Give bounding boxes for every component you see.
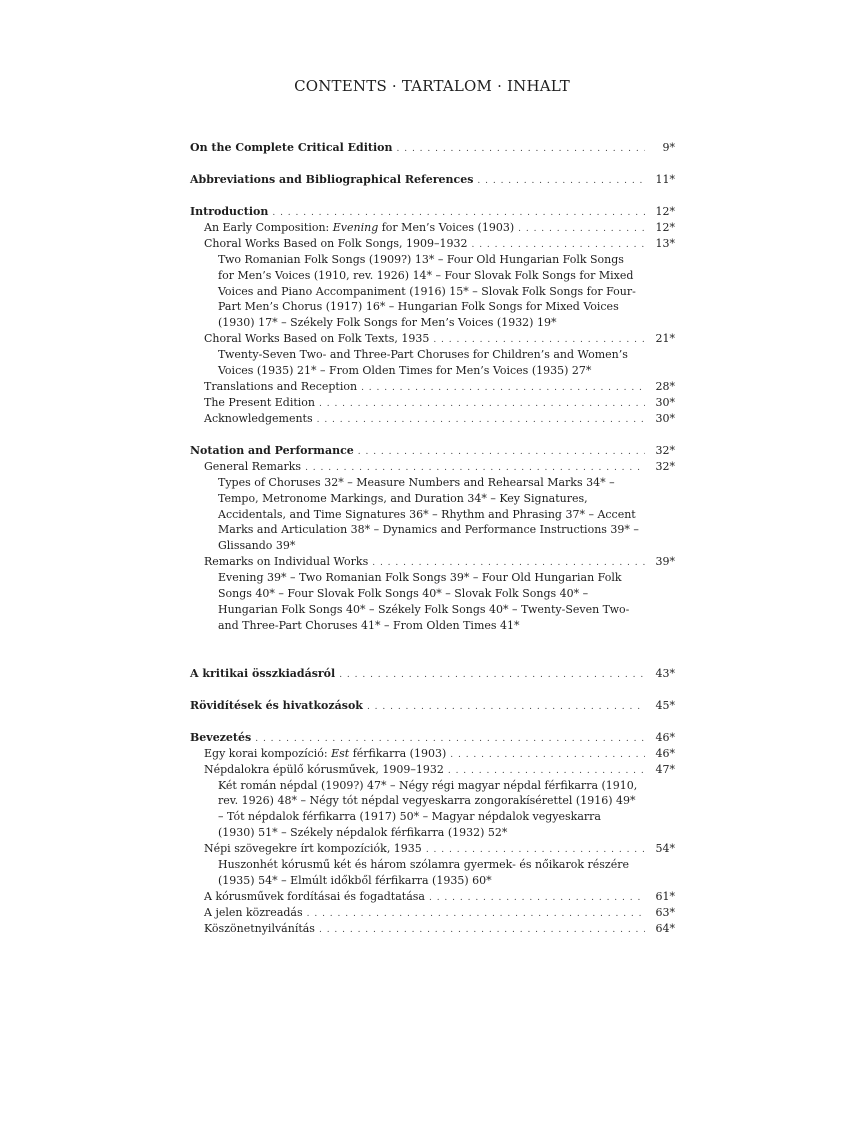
toc-detail: Evening 39* – Two Romanian Folk Songs 39* – Four Old Hungarian Folk Songs 40* – Four Slovak Folk Songs 40* – Slovak Folk Songs 40* – Hungarian Folk Songs 40* – Székely Folk Songs 40* – Twenty-Seven Two- and Three-Part Choruses 41* – From Olden Times 41* — [218, 571, 630, 632]
toc-entry-page: 46* — [655, 730, 675, 744]
dot-leader — [319, 396, 645, 412]
toc-entry-label: A kórusművek fordításai és fogadtatása — [204, 889, 425, 903]
toc-entry-page: 39* — [655, 555, 675, 569]
dot-leader — [397, 141, 646, 157]
toc-entry-label: An Early Composition: Evening for Men’s Voices (1903) — [204, 221, 515, 234]
toc-entry-page: 45* — [655, 698, 675, 712]
dot-leader — [367, 699, 645, 715]
toc-entry-page: 9* — [662, 141, 675, 154]
dot-leader — [433, 332, 645, 348]
toc-entry-label: Bevezetés — [190, 730, 252, 744]
toc-subentry[interactable] — [190, 220, 675, 236]
dot-leader — [448, 763, 645, 779]
toc-entry-label: On the Complete Critical Edition — [190, 141, 393, 154]
toc-entry-label: Népi szövegekre írt kompozíciók, 1935 — [204, 841, 422, 855]
toc-entry-label: The Present Edition — [204, 395, 315, 409]
toc-entry-label: Translations and Reception — [204, 379, 358, 393]
toc-entry-label: Choral Works Based on Folk Songs, 1909–1932 — [204, 237, 468, 250]
toc-detail: Types of Choruses 32* – Measure Numbers and Rehearsal Marks 34* – Tempo, Metronome Markings, and Duration 34* – Key Signatures, Accidentals, and Time Signatures 36* – Rhythm and Phrasing 37* – Accent Marks and Articulation 38* – Dynamics and Performance Instructions 39* – Glissando 39* — [218, 475, 639, 553]
toc-subentry[interactable] — [190, 379, 675, 395]
dot-leader — [429, 890, 645, 906]
dot-leader — [339, 667, 645, 683]
toc-detail: Two Romanian Folk Songs (1909?) 13* – Four Old Hungarian Folk Songs for Men’s Voices (1910, rev. 1926) 14* – Four Slovak Folk Songs for Mixed Voices and Piano Accompaniment (1916) 15* – Slovak Folk Songs for Four-Part Men’s Chorus (1917) 16* – Hungarian Folk Songs for Mixed Voices (1930) 17* – Székely Folk Songs for Men’s Voices (1932) 19* — [218, 253, 636, 330]
toc-entry-label: Rövidítések és hivatkozások — [190, 698, 363, 712]
dot-leader — [477, 173, 645, 189]
toc-subentry[interactable] — [190, 762, 675, 778]
toc-entry-page: 47* — [655, 762, 675, 776]
toc-subentry[interactable] — [190, 459, 675, 475]
toc-entry-label: Acknowledgements — [204, 411, 313, 425]
toc-entry[interactable] — [190, 172, 675, 188]
toc-entry-page: 30* — [655, 411, 675, 425]
toc-subentry[interactable] — [190, 411, 675, 427]
toc-subentry[interactable] — [190, 841, 675, 857]
toc-subentry[interactable] — [190, 889, 675, 905]
toc-entry-page: 61* — [655, 889, 675, 903]
dot-leader — [372, 555, 645, 571]
dot-leader — [307, 906, 645, 922]
dot-leader — [305, 460, 645, 476]
toc-entry-label: Choral Works Based on Folk Texts, 1935 — [204, 332, 430, 346]
toc-subentry[interactable] — [190, 905, 675, 921]
toc-entry-label: Köszönetnyilvánítás — [204, 921, 315, 935]
dot-leader — [358, 444, 645, 460]
dot-leader — [272, 205, 645, 221]
toc-detail: Twenty-Seven Two- and Three-Part Choruses for Children’s and Women’s Voices (1935) 21* – From Olden Times for Men’s Voices (1935) 27* — [218, 348, 628, 377]
toc-entry-page: 13* — [655, 237, 675, 250]
toc-entry[interactable] — [190, 666, 675, 682]
dot-leader — [518, 221, 645, 237]
toc-entry-page: 63* — [655, 905, 675, 919]
toc-entry-label: Egy korai kompozíció: Est férfikarra (1903) — [204, 746, 447, 760]
dot-leader — [426, 842, 645, 858]
dot-leader — [255, 731, 645, 747]
dot-leader — [361, 380, 645, 396]
toc-subentry[interactable] — [190, 331, 675, 347]
toc-entry-label: A jelen közreadás — [204, 905, 303, 919]
toc-entry-label: Népdalokra épülő kórusművek, 1909–1932 — [204, 762, 444, 776]
toc-entry-page: 11* — [655, 173, 675, 186]
toc-entry-page: 21* — [655, 332, 675, 346]
toc-entry-label: General Remarks — [204, 459, 302, 473]
toc-entry-page: 32* — [655, 443, 675, 457]
toc-detail: Huszonhét kórusmű két és három szólamra gyermek- és nőikarok részére (1935) 54* – Elmúlt időkből férfikarra (1935) 60* — [218, 857, 629, 887]
table-of-contents — [190, 140, 675, 937]
dot-leader — [317, 412, 645, 428]
toc-entry-label: Remarks on Individual Works — [204, 555, 369, 569]
toc-subentry[interactable] — [190, 746, 675, 762]
dot-leader — [319, 922, 645, 938]
toc-entry-page: 54* — [655, 841, 675, 855]
toc-entry-page: 12* — [655, 221, 675, 234]
toc-subentry[interactable] — [190, 395, 675, 411]
toc-subentry[interactable] — [190, 921, 675, 937]
toc-entry-label: Notation and Performance — [190, 443, 354, 457]
toc-entry[interactable] — [190, 204, 675, 220]
toc-entry[interactable] — [190, 443, 675, 459]
toc-entry-page: 46* — [655, 746, 675, 760]
toc-entry-page: 64* — [655, 921, 675, 935]
contents-title: CONTENTS · TARTALOM · INHALT — [294, 77, 570, 95]
toc-detail: Két román népdal (1909?) 47* – Négy régi magyar népdal férfikarra (1910, rev. 1926) 48* – Négy tót népdal vegyeskarra zongorakísérettel (1916) 49* – Tót népdalok férfikarra (1917) 50* – Magyar népdalok vegyeskarra (1930) 51* – Székely népdalok férfikarra (1932) 52* — [218, 778, 638, 839]
toc-entry-label: Introduction — [190, 205, 269, 218]
toc-subentry[interactable] — [190, 236, 675, 252]
toc-entry-page: 28* — [655, 379, 675, 393]
toc-entry[interactable] — [190, 730, 675, 746]
toc-entry-page: 43* — [655, 666, 675, 680]
toc-entry[interactable] — [190, 140, 675, 156]
dot-leader — [450, 747, 645, 763]
toc-entry-label: A kritikai összkiadásról — [190, 666, 336, 680]
toc-subentry[interactable] — [190, 554, 675, 570]
toc-entry-page: 12* — [655, 205, 675, 218]
toc-entry-label: Abbreviations and Bibliographical References — [190, 173, 474, 186]
toc-entry-page: 30* — [655, 395, 675, 409]
toc-entry-page: 32* — [655, 459, 675, 473]
toc-entry[interactable] — [190, 698, 675, 714]
dot-leader — [471, 237, 645, 253]
